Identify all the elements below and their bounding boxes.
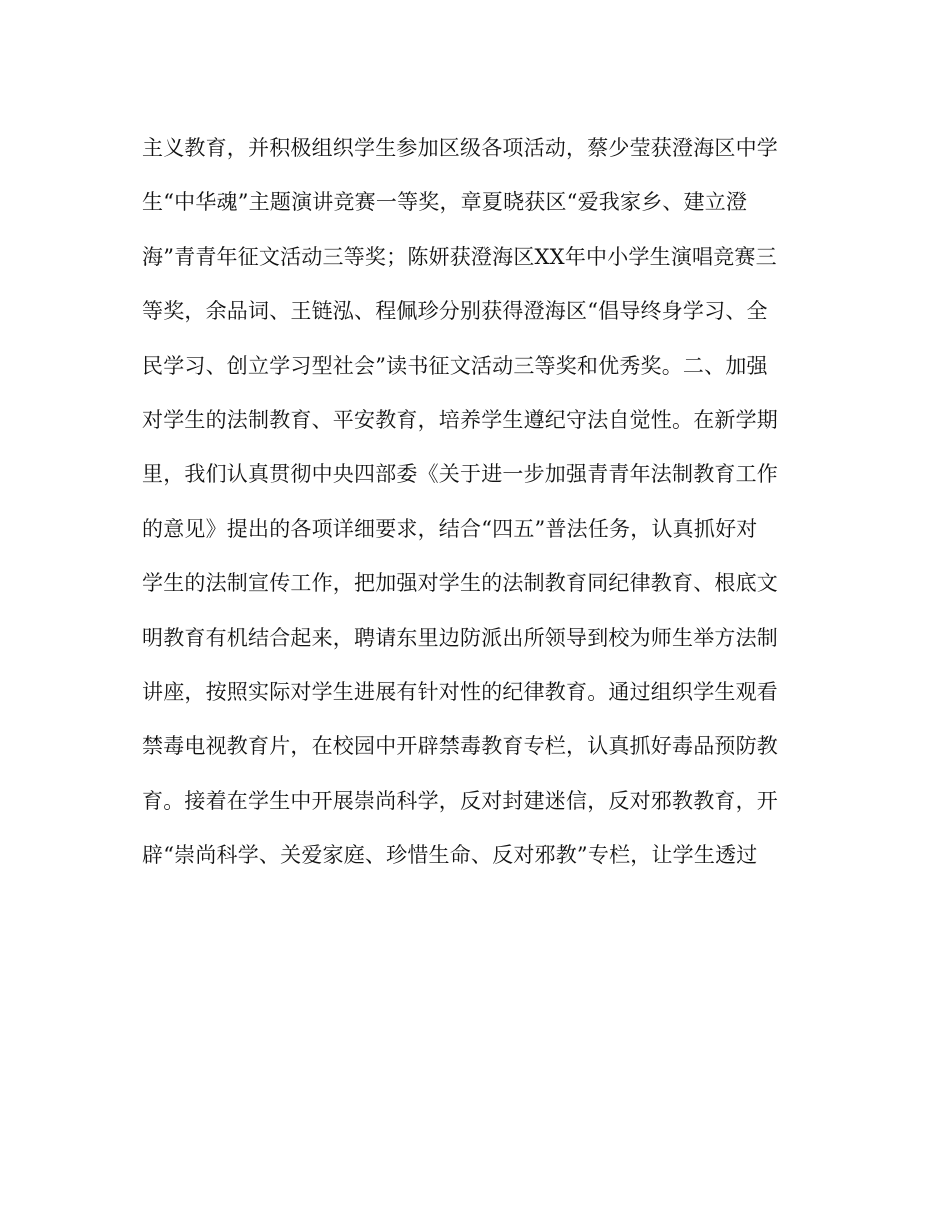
text-line: 讲座，按照实际对学生进展有针对性的纪律教育。通过组织学生观看 [142,679,778,704]
text-line: 民学习、创立学习型社会”读书征文活动三等奖和优秀奖。二、加强 [142,353,768,378]
text-line: 明教育有机结合起来，聘请东里边防派出所领导到校为师生举方法制 [142,625,778,650]
text-line: 辟“崇尚科学、关爱家庭、珍惜生命、反对邪教”专栏，让学生透过 [142,843,758,868]
text-line: 育。接着在学生中开展崇尚科学，反对封建迷信，反对邪教教育，开 [142,788,778,813]
text-line: 生“中华魂”主题演讲竞赛一等奖，章夏晓获区“爱我家乡、建立澄 [142,190,748,215]
text-line: 学生的法制宣传工作，把加强对学生的法制教育同纪律教育、根底文 [142,571,778,596]
text-line: 海”青青年征文活动三等奖；陈妍获澄海区XX年中小学生演唱竞赛三 [142,244,777,269]
text-line: 的意见》提出的各项详细要求，结合“四五”普法任务，认真抓好对 [142,516,758,541]
text-line: 等奖，余品词、王链泓、程佩珍分别获得澄海区“倡导终身学习、全 [142,299,768,324]
text-line: 禁毒电视教育片，在校园中开辟禁毒教育专栏，认真抓好毒品预防教 [142,734,778,759]
text-line: 对学生的法制教育、平安教育，培养学生遵纪守法自觉性。在新学期 [142,407,778,432]
text-line: 主义教育，并积极组织学生参加区级各项活动，蔡少莹获澄海区中学 [142,136,778,160]
body-text [142,121,822,882]
text-line: 里，我们认真贯彻中央四部委《关于进一步加强青青年法制教育工作 [142,462,778,487]
